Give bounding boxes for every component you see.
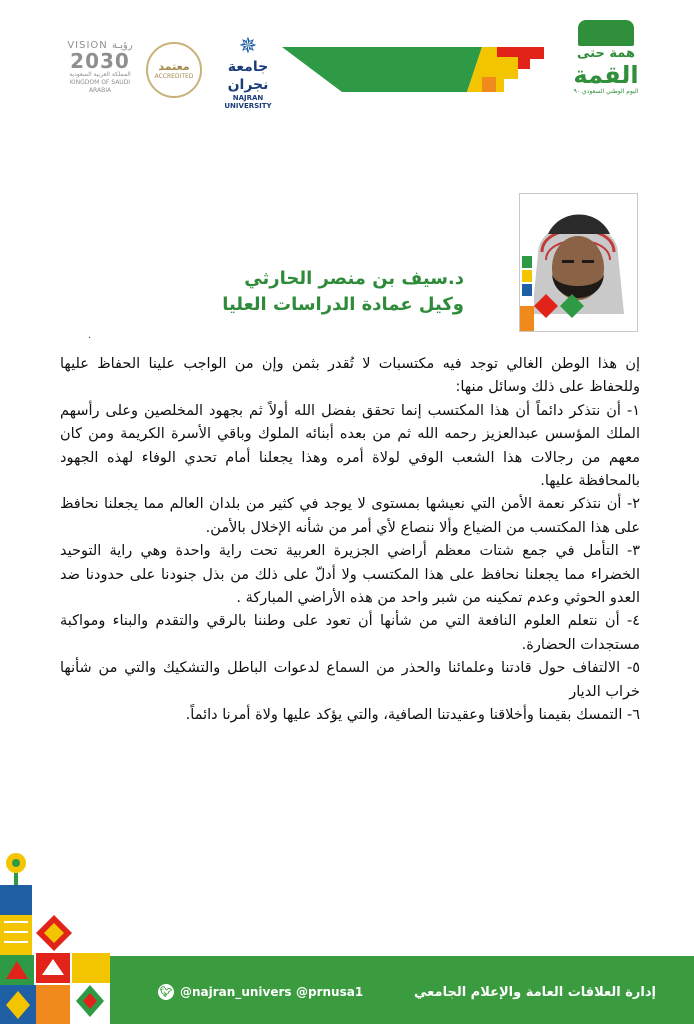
vision-line3: المملكة العربية السعودية [69, 71, 131, 78]
national-day-line2: القمة [573, 61, 639, 89]
pr-handle: @prnusa1 [296, 985, 364, 999]
vision-2030-logo [62, 40, 138, 95]
najran-university-logo [212, 36, 284, 110]
list-item-4: ٤- أن نتعلم العلوم النافعة التي من شأنها أن تعود على وطننا بالرقي والتقدم والبناء ومواكبة مستجدات الحضارة. [60, 613, 640, 653]
vision-line2: 2030 [70, 49, 130, 73]
decorative-stripe [282, 47, 544, 92]
star-icon: ✵ [238, 34, 258, 59]
mountain-icon [578, 20, 634, 46]
twitter-icon: 🐦︎ [158, 984, 174, 1000]
portrait-image [520, 194, 637, 331]
accreditation-seal [146, 42, 202, 98]
list-item-2: ٢- أن نتذكر نعمة الأمن التي نعيشها بمستوى لا يوجد في كثير من بلدان العالم مما يجعلنا نحافظ على هذا المكتسب من الضياع وألا ننصاع لأي أمر من شأنه الإخلال بالأمن. [60, 496, 640, 536]
list-item-3: ٣- التأمل في جمع شتات معظم أراضي الجزيرة العربية تحت راية واحدة وهي راية التوحيد الخضراء مما يجعلنا نحافظ على هذا المكتسب ولا أدلّ على ذلك من بذل جنودنا على حدودنا ضد العدو الحوثي وعدم تمكينه من شبر واحد من هذه الأراضي المباركة . [60, 543, 640, 607]
intro-paragraph: إن هذا الوطن الغالي توجد فيه مكتسبات لا تُقدر بثمن وإن من الواجب علينا الحفاظ عليها وللحفاظ على ذلك وسائل منها: [60, 356, 640, 396]
twitter-handle: @najran_univers [180, 985, 292, 999]
decorative-pattern [0, 845, 110, 1024]
footer-bar [110, 956, 694, 1024]
vision-line4: KINGDOM OF SAUDI ARABIA [69, 79, 131, 94]
header [0, 0, 694, 130]
vision-line1: VISION رؤيـة [67, 40, 133, 51]
twitter-handle-group[interactable] [158, 984, 292, 1000]
accreditation-line2: ACCREDITED [154, 73, 194, 80]
list-item-6: ٦- التمسك بقيمنا وأخلاقنا وعقيدتنا الصافية، والتي يؤكد عليها ولاة أمرنا دائماً. [185, 707, 640, 724]
list-item-1: ١- أن نتذكر دائماً أن هذا المكتسب إنما تحقق بفضل الله أولاً ثم بجهود المخلصين وعلى رأسهم الملك المؤسس عبدالعزيز رحمه الله ثم من بعده أبنائه الملوك وباقي الأسرة الكريمة ومن كان معهم من رجالات هذا الشعب الوفي لولاة أمره وهذا يجعلنا أمام تحدي الوفاء لهذه الجهود بالمحافظة عليها. [60, 402, 640, 490]
pr-handle-group[interactable] [296, 985, 363, 999]
national-day-logo [570, 20, 642, 114]
person-name: د.سيف بن منصر الحارثي [244, 268, 464, 289]
national-day-line3: اليوم الوطني السعودي ٩٠ [573, 88, 639, 95]
person-role: وكيل عمادة الدراسات العليا [222, 294, 464, 315]
title-block [222, 266, 464, 318]
accreditation-line1: معتمد [158, 60, 190, 73]
person-photo [519, 193, 638, 332]
national-day-line1: همة حتى [577, 46, 635, 61]
university-name-ar: جامعة نجران [227, 59, 269, 93]
department-name: إدارة العلاقات العامة والإعلام الجامعي [414, 985, 656, 1000]
university-name-en: NAJRAN UNIVERSITY [224, 94, 272, 110]
list-item-5: ٥- الالتفاف حول قادتنا وعلمائنا والحذر من السماع لدعوات الباطل والتشكيك والتي من شأنها خراب الديار [60, 660, 640, 700]
dot-marker: . [88, 330, 92, 341]
article-body [60, 353, 640, 728]
